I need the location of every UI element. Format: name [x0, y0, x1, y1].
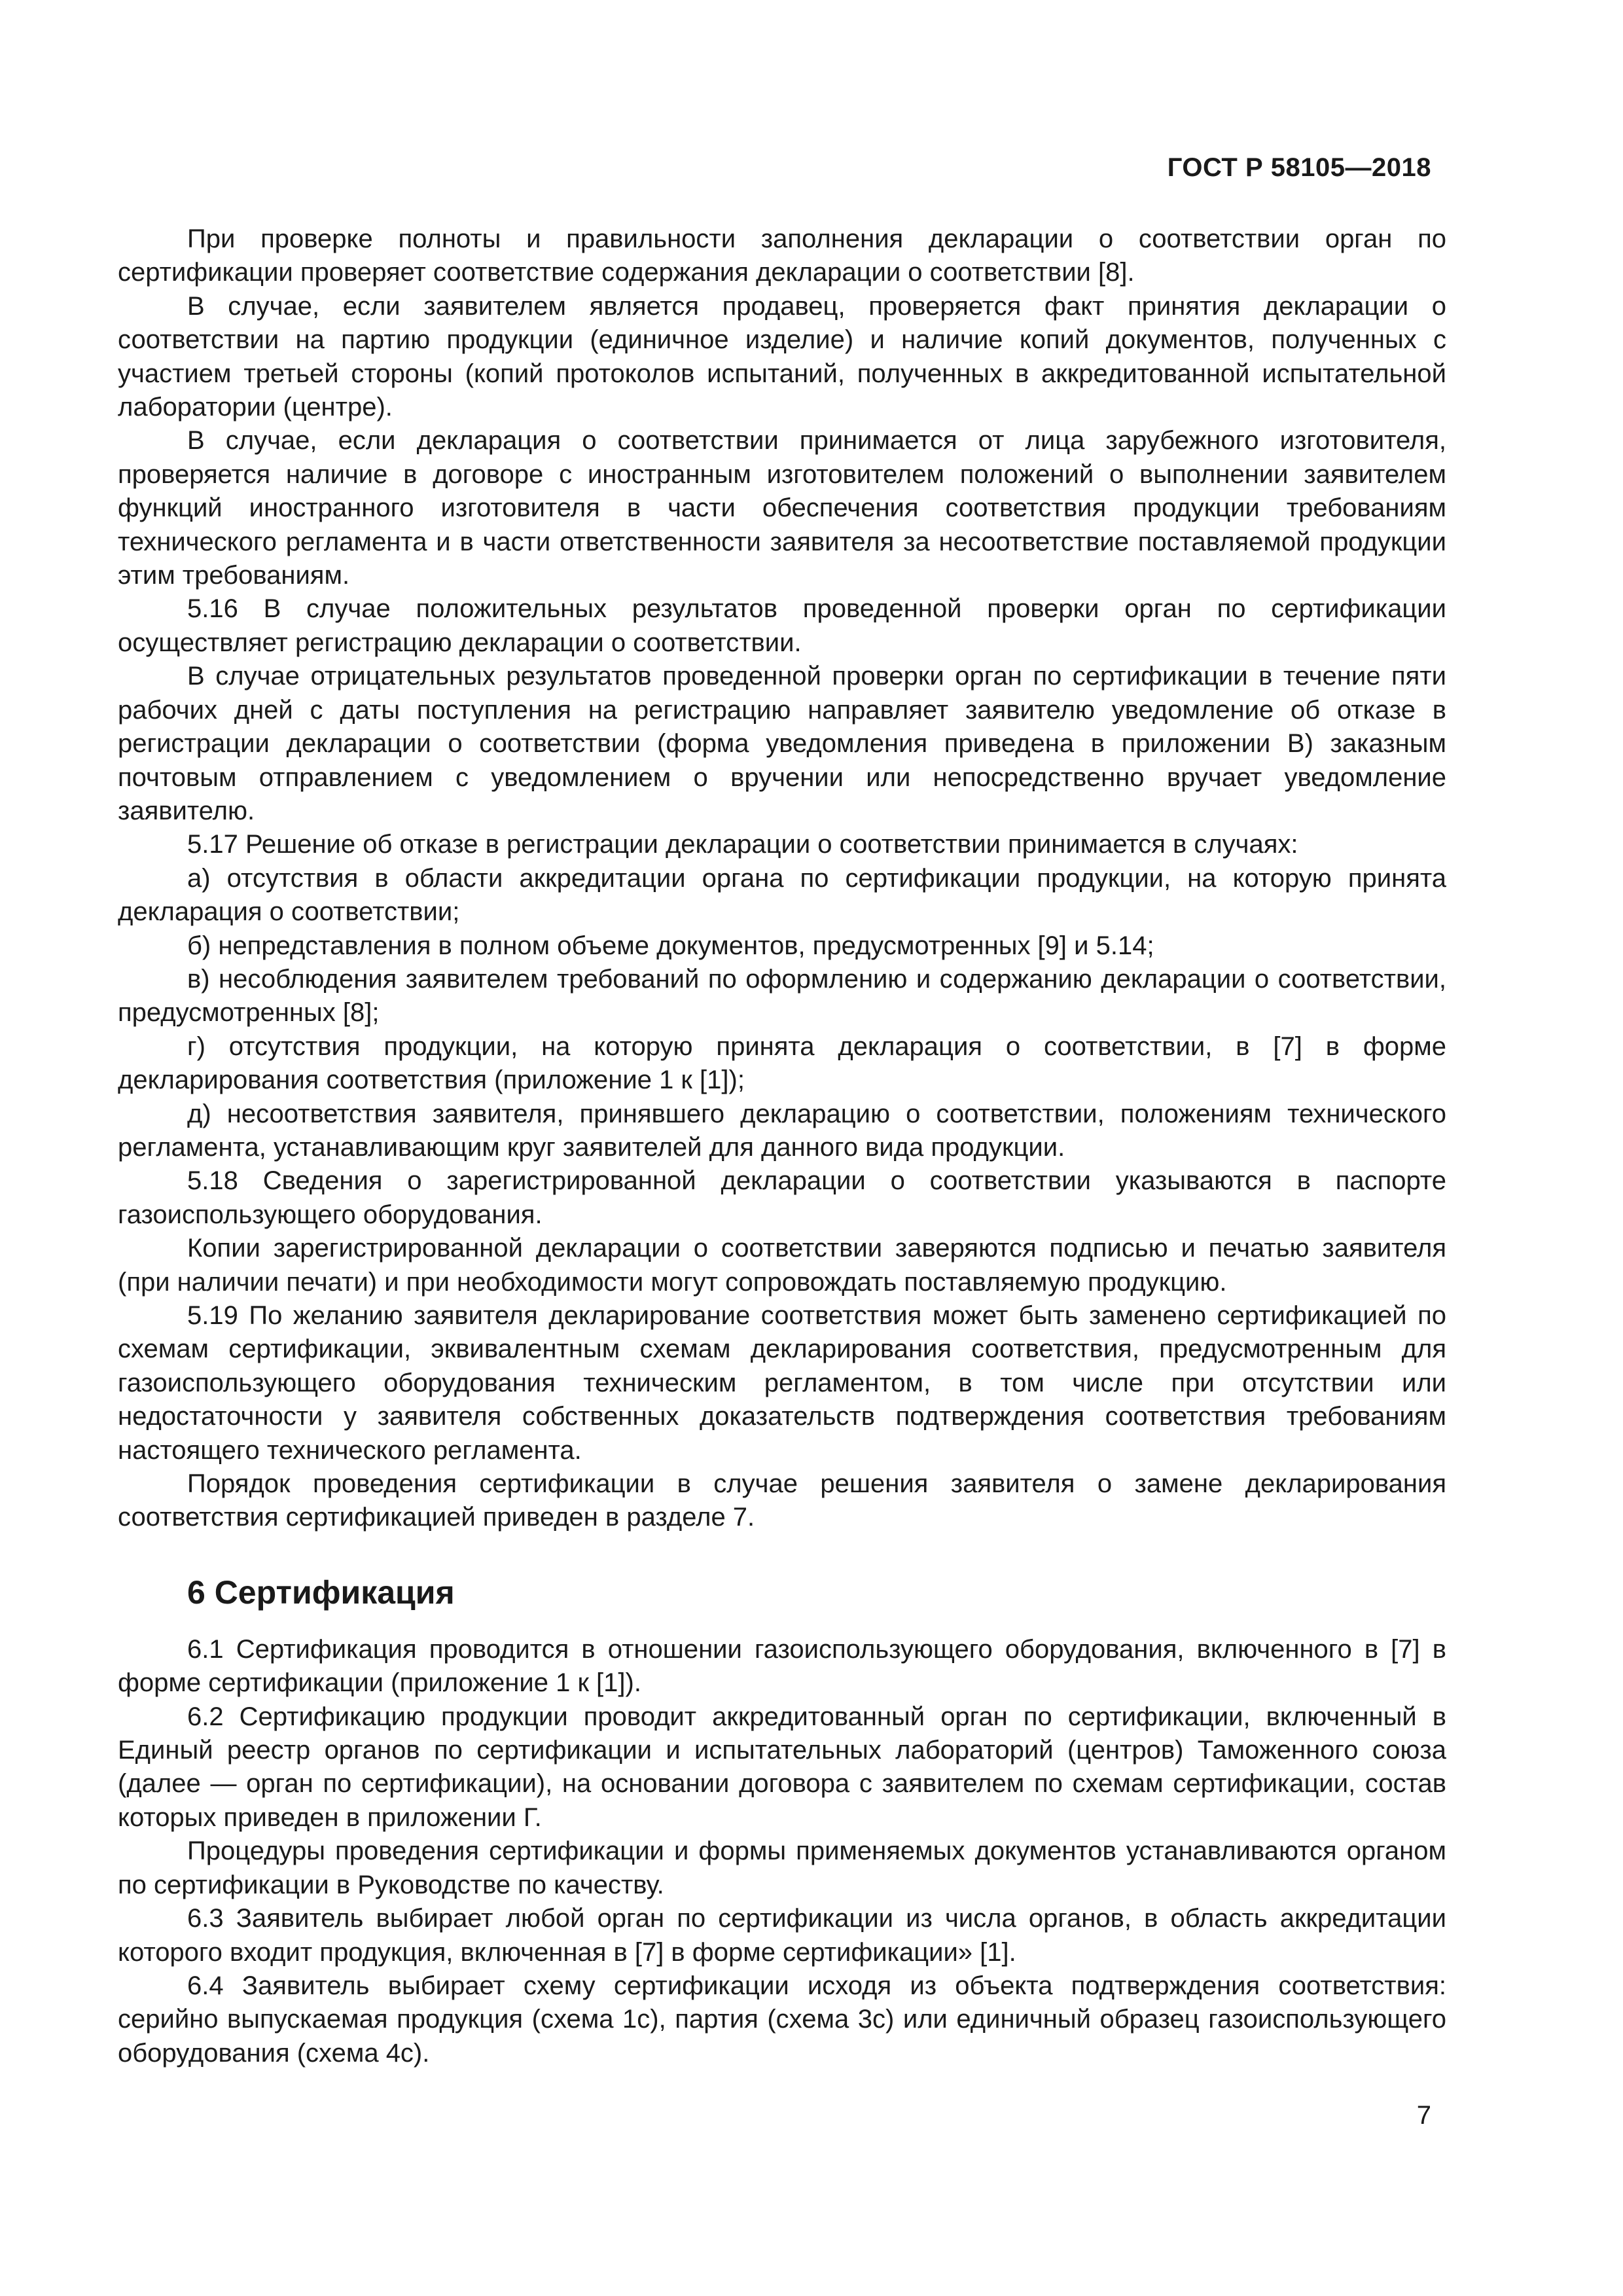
paragraph: а) отсутствия в области аккредитации органа по сертификации продукции, на которую принята декларация о соответствии;: [118, 863, 1446, 927]
paragraph: В случае, если декларация о соответствии принимается от лица зарубежного изготовителя, проверяется наличие в договоре с иностранным изготовителем положений о выполнении заявителем функций иностранного изготовителя в части обеспечения соответствия продукции требованиям технического регламента и в части ответственности заявителя за несоответствие поставляемой продукции этим требованиям.: [118, 426, 1446, 590]
page-number: 7: [1416, 2101, 1431, 2130]
document-code: ГОСТ Р 58105—2018: [1167, 153, 1431, 182]
paragraph: 5.19 По желанию заявителя декларирование соответствия может быть заменено сертификацией по схемам сертификации, эквивалентным схемам декларирования соответствия, предусмотренным для газоиспользующего оборудования техническим регламентом, в том числе при отсутствии или недостаточности у заявителя собственных доказательств подтверждения соответствия требованиям настоящего технического регламента.: [118, 1301, 1446, 1465]
paragraph: Порядок проведения сертификации в случае решения заявителя о замене декларирования соответствия сертификацией приведен в разделе 7.: [118, 1469, 1446, 1532]
section-title: 6 Сертификация: [187, 1573, 455, 1611]
paragraph: 6.1 Сертификация проводится в отношении газоиспользующего оборудования, включенного в [7] в форме сертификации (приложение 1 к [1]).: [118, 1634, 1446, 1698]
paragraph: в) несоблюдения заявителем требований по оформлению и содержанию декларации о соответствии, предусмотренных [8];: [118, 964, 1446, 1028]
paragraph: В случае, если заявителем является продавец, проверяется факт принятия декларации о соответствии на партию продукции (единичное изделие) и наличие копий документов, полученных с участием третьей стороны (копий протоколов испытаний, полученных в аккредитованной испытательной лаборатории (центре).: [118, 291, 1446, 422]
paragraph: 5.18 Сведения о зарегистрированной декларации о соответствии указываются в паспорте газоиспользующего оборудования.: [118, 1166, 1446, 1229]
paragraph: г) отсутствия продукции, на которую принята декларация о соответствии, в [7] в форме декларирования соответствия (приложение 1 к [1]);: [118, 1031, 1446, 1095]
paragraph: д) несоответствия заявителя, принявшего декларацию о соответствии, положениям технического регламента, устанавливающим круг заявителей для данного вида продукции.: [118, 1099, 1446, 1162]
paragraphs-after-section: [118, 1633, 1446, 2070]
page-content: [118, 223, 1446, 2070]
paragraph: Процедуры проведения сертификации и формы применяемых документов устанавливаются органом по сертификации в Руководстве по качеству.: [118, 1837, 1446, 1899]
paragraph: 5.16 В случае положительных результатов проведенной проверки орган по сертификации осуществляет регистрацию декларации о соответствии.: [118, 594, 1446, 657]
paragraph: 6.2 Сертификацию продукции проводит аккредитованный орган по сертификации, включенный в Единый реестр органов по сертификации и испытательных лабораторий (центров) Таможенного союза (далее — орган по сертификации), на основании договора с заявителем по схемам сертификации, состав которых приведен в приложении Г.: [118, 1702, 1446, 1832]
paragraph: 5.17 Решение об отказе в регистрации декларации о соответствии принимается в случаях:: [187, 830, 1298, 859]
paragraph: При проверке полноты и правильности заполнения декларации о соответствии орган по сертификации проверяет соответствие содержания декларации о соответствии [8].: [118, 224, 1446, 287]
paragraph: В случае отрицательных результатов проведенной проверки орган по сертификации в течение пяти рабочих дней с даты поступления на регистрацию направляет заявителю уведомление об отказе в регистрации декларации о соответствии (форма уведомления приведена в приложении В) заказным почтовым отправлением с уведомлением о вручении или непосредственно вручает уведомление заявителю.: [118, 662, 1446, 825]
paragraphs-before-section: [118, 223, 1446, 1535]
paragraph: б) непредставления в полном объеме документов, предусмотренных [9] и 5.14;: [187, 931, 1154, 960]
paragraph: 6.3 Заявитель выбирает любой орган по сертификации из числа органов, в область аккредитации которого входит продукция, включенная в [7] в форме сертификации» [1].: [118, 1904, 1446, 1967]
paragraph: Копии зарегистрированной декларации о соответствии заверяются подписью и печатью заявителя (при наличии печати) и при необходимости могут сопровождать поставляемую продукцию.: [118, 1234, 1446, 1297]
paragraph: 6.4 Заявитель выбирает схему сертификации исходя из объекта подтверждения соответствия: серийно выпускаемая продукция (схема 1с), партия (схема 3с) или единичный образец газоиспользующего оборудования (схема 4с).: [118, 1971, 1446, 2068]
